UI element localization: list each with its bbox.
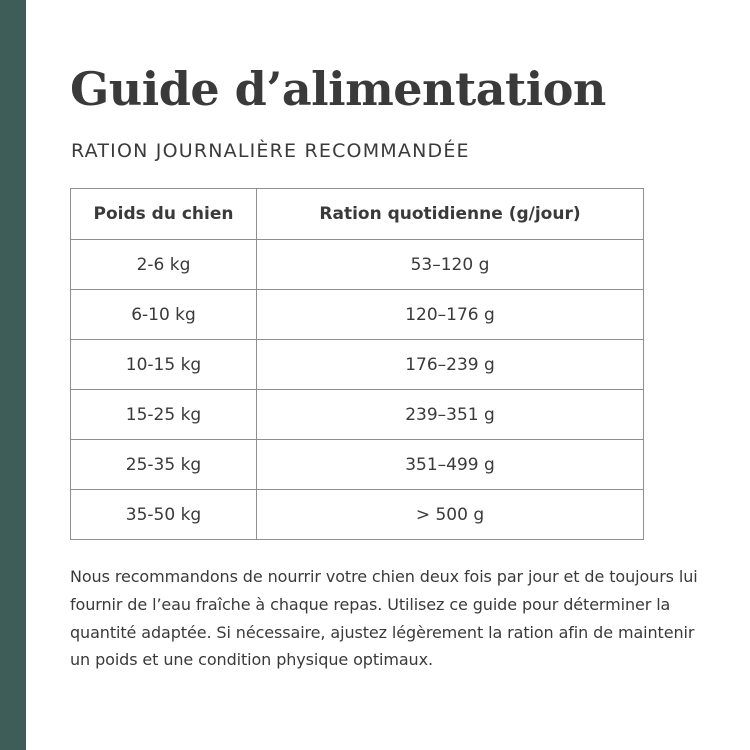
table-row xyxy=(71,290,644,340)
weight-cell: 2-6 kg xyxy=(71,240,257,290)
side-accent-bar xyxy=(0,0,26,750)
ration-cell: > 500 g xyxy=(257,490,644,540)
page-title: Guide d’alimentation xyxy=(70,62,606,116)
feeding-note: Nous recommandons de nourrir votre chien deux fois par jour et de toujours lui fournir de l’eau fraîche à chaque repas. Utilisez ce guide pour déterminer la quantité adaptée. Si nécessaire, ajustez légèrement la ration afin de maintenir un poids et une condition physique optimaux. xyxy=(70,567,698,670)
table-row xyxy=(71,340,644,390)
ration-cell: 351–499 g xyxy=(257,440,644,490)
table-row xyxy=(71,490,644,540)
weight-cell: 15-25 kg xyxy=(71,390,257,440)
weight-cell: 6-10 kg xyxy=(71,290,257,340)
ration-cell: 239–351 g xyxy=(257,390,644,440)
table-row xyxy=(71,390,644,440)
weight-cell: 35-50 kg xyxy=(71,490,257,540)
weight-cell: 25-35 kg xyxy=(71,440,257,490)
column-header-ration: Ration quotidienne (g/jour) xyxy=(257,189,644,240)
column-header-weight: Poids du chien xyxy=(71,189,257,240)
feeding-table xyxy=(70,188,644,540)
weight-cell: 10-15 kg xyxy=(71,340,257,390)
page-subtitle: RATION JOURNALIÈRE RECOMMANDÉE xyxy=(71,140,470,162)
ration-cell: 53–120 g xyxy=(257,240,644,290)
ration-cell: 120–176 g xyxy=(257,290,644,340)
table-header-row xyxy=(71,189,644,240)
table-row xyxy=(71,240,644,290)
table-row xyxy=(71,440,644,490)
ration-cell: 176–239 g xyxy=(257,340,644,390)
